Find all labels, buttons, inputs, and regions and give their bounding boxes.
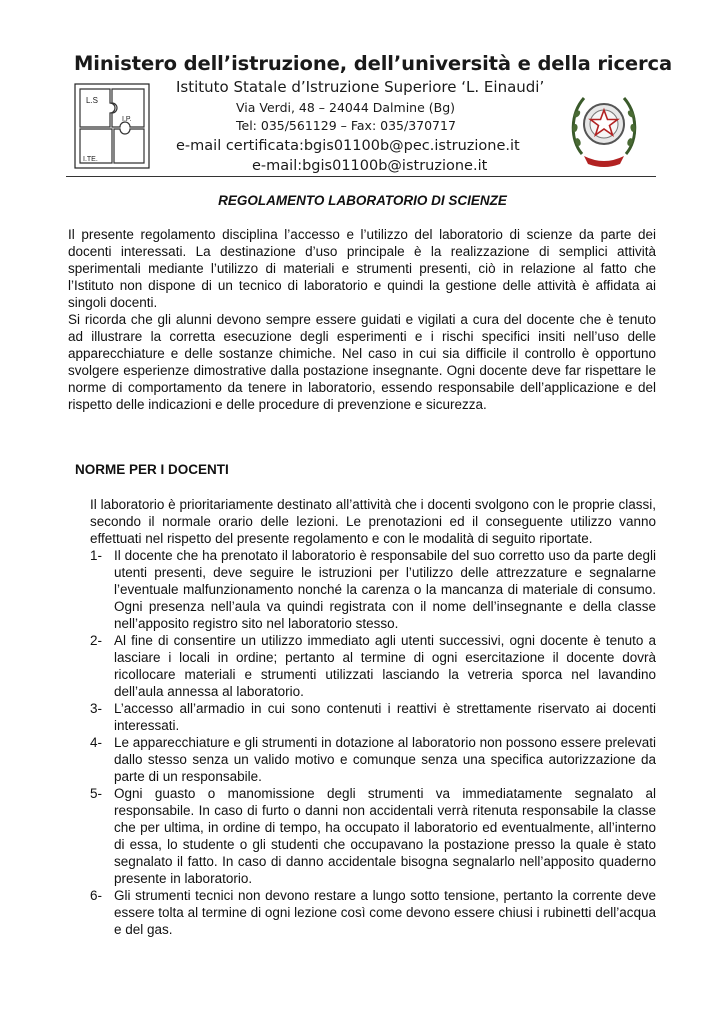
- list-number: 1-: [90, 548, 103, 563]
- institute-phone: Tel: 035/561129 – Fax: 035/370717: [236, 118, 456, 133]
- school-logo-icon: [74, 83, 150, 169]
- list-item: [90, 734, 656, 785]
- intro-paragraph: Il presente regolamento disciplina l’accesso e l’utilizzo del laboratorio di scienze da parte dei docenti interessati. La destinazione d’uso principale è la realizzazione di semplici attività sperimentali mediante l’utilizzo di materiali e strumenti presenti, ciò in relazione al fatto che l’Istituto non dispone di un tecnico di laboratorio e quindi la gestione delle attività è affidata ai singoli docenti.: [68, 227, 656, 310]
- republic-emblem-icon: [568, 84, 640, 170]
- header-divider: [66, 176, 656, 177]
- document-title: REGOLAMENTO LABORATORIO DI SCIENZE: [218, 193, 507, 208]
- institute-email: e-mail:bgis01100b@istruzione.it: [252, 158, 488, 174]
- rule-text: Al fine di consentire un utilizzo immediato agli utenti successivi, ogni docente è tenuto a lasciare i locali in ordine; pertanto al termine di ogni esercitazione il docente dovrà ricollocare materiali e strumenti utilizzati lasciando la vetreria sporca nel lavandino dell’aula annessa al laboratorio.: [114, 633, 656, 699]
- list-item: [90, 785, 656, 887]
- section-title: NORME PER I DOCENTI: [75, 462, 229, 477]
- list-item: [90, 887, 656, 938]
- rules-section: [90, 496, 656, 938]
- list-number: 6-: [90, 888, 103, 903]
- rule-text: Le apparecchiature e gli strumenti in dotazione al laboratorio non possono essere prelevati dallo stesso senza un valido motivo e comunque senza una specifica autorizzazione da parte di un responsabile.: [114, 735, 656, 784]
- list-number: 3-: [90, 701, 103, 716]
- logo-label-ip: I.P.: [122, 116, 132, 123]
- rule-text: Il docente che ha prenotato il laboratorio è responsabile del suo corretto uso da parte degli utenti presenti, deve seguire le istruzioni per l’utilizzo delle attrezzature e segnalarne l’eventuale malfunzionamento nonché la carenza o la mancanza di materiale di consumo. Ogni presenza nell’aula va quindi registrata con il nome dell’insegnante e della classe nell’apposito registro sito nel laboratorio stesso.: [114, 548, 656, 631]
- list-number: 4-: [90, 735, 103, 750]
- logo-label-ite: I.TE.: [83, 156, 98, 163]
- intro-paragraph: Si ricorda che gli alunni devono sempre essere guidati e vigilati a cura del docente che è tenuto ad illustrare la corretta esecuzione degli esperimenti e i rischi specifici insiti nell’uso delle apparecchiature e delle sostanze chimiche. Nel caso in cui sia difficile il controllo è opportuno svolgere esperienze dimostrative dalla postazione insegnante. Ogni docente deve far rispettare le norme di comportamento da tenere in laboratorio, essendo responsabile dell’applicazione e del rispetto delle indicazioni e delle procedure di prevenzione e sicurezza.: [68, 312, 656, 412]
- section-intro: Il laboratorio è prioritariamente destinato all’attività che i docenti svolgono con le proprie classi, secondo il normale orario delle lezioni. Le prenotazioni ed il conseguente utilizzo vanno effettuati nel rispetto del presente regolamento e con le modalità di seguito riportate.: [90, 497, 656, 546]
- rules-list: [90, 547, 656, 938]
- list-number: 5-: [90, 786, 103, 801]
- ministry-title: Ministero dell’istruzione, dell’università e della ricerca: [74, 52, 673, 75]
- institute-info: [176, 78, 576, 176]
- intro-text: [68, 226, 656, 413]
- logo-label-ls: L.S: [86, 96, 99, 105]
- institute-pec: e-mail certificata:bgis01100b@pec.istruzione.it: [176, 138, 520, 154]
- letterhead: [66, 48, 673, 178]
- list-item: [90, 632, 656, 700]
- institute-name: Istituto Statale d’Istruzione Superiore ‘L. Einaudi’: [176, 78, 545, 96]
- rule-text: Ogni guasto o manomissione degli strumenti va immediatamente segnalato al responsabile. In caso di furto o danni non accidentali verrà ritenuta responsabile la classe che per ultima, in ordine di tempo, ha occupato il laboratorio ed eventualmente, all’interno di essa, lo studente o gli studenti che occupavano la postazione presso la quale è stato segnalato il fatto. In caso di danno accidentale bisogna segnalarlo nell’apposito quaderno presente in laboratorio.: [114, 786, 656, 886]
- rule-text: L’accesso all’armadio in cui sono contenuti i reattivi è strettamente riservato ai docenti interessati.: [114, 701, 656, 733]
- list-item: [90, 547, 656, 632]
- list-item: [90, 700, 656, 734]
- rule-text: Gli strumenti tecnici non devono restare a lungo sotto tensione, pertanto la corrente deve essere tolta al termine di ogni lezione così come devono essere chiusi i rubinetti dell’acqua e del gas.: [114, 888, 656, 937]
- institute-address: Via Verdi, 48 – 24044 Dalmine (Bg): [236, 100, 456, 115]
- list-number: 2-: [90, 633, 103, 648]
